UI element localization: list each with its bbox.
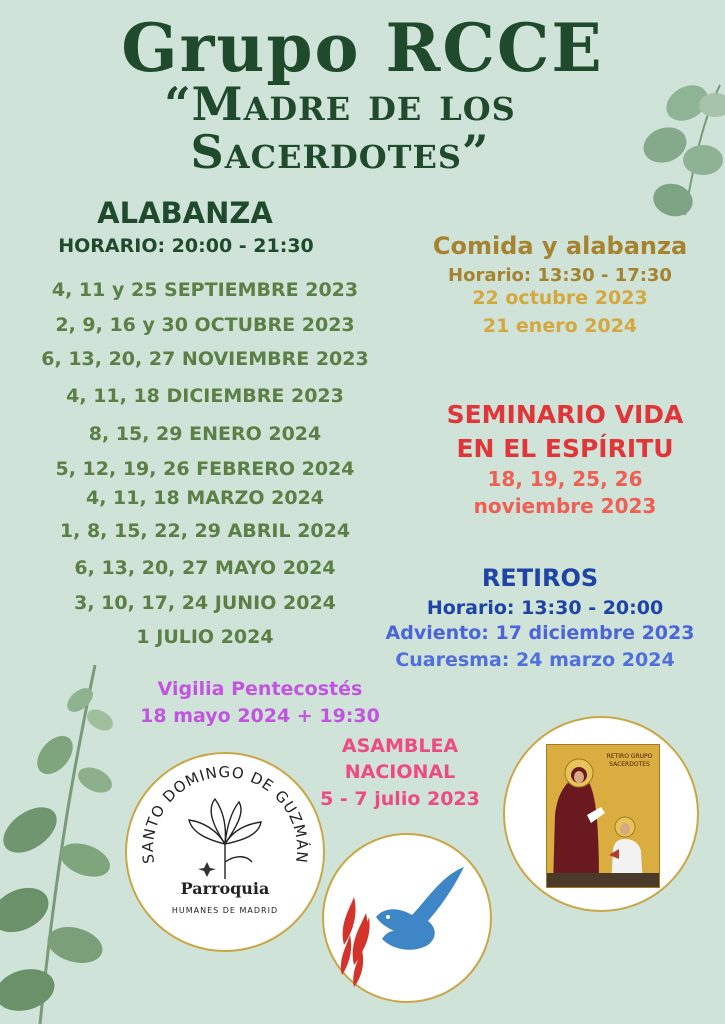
seminario-month: noviembre 2023 — [473, 494, 657, 518]
retiros-hours: Horario: 13:30 - 20:00 — [426, 597, 664, 619]
parish-logo-art — [127, 754, 323, 950]
page-subtitle-line-2: Sacerdotes” — [190, 125, 490, 179]
icon-image-frame — [503, 716, 699, 912]
vigilia-title: Vigilia Pentecostés — [157, 678, 363, 700]
parish-name: Parroquia — [180, 879, 270, 898]
alabanza-date: 2, 9, 16 y 30 OCTUBRE 2023 — [55, 314, 355, 336]
parish-place: HUMANES DE MADRID — [171, 906, 279, 915]
page-subtitle — [60, 77, 620, 179]
alabanza-date: 1 JULIO 2024 — [136, 626, 274, 648]
lily-flower-icon — [189, 799, 261, 879]
comida-date: 22 octubre 2023 — [472, 287, 648, 309]
alabanza-date: 6, 13, 20, 27 MAYO 2024 — [74, 557, 336, 579]
alabanza-date: 8, 15, 29 ENERO 2024 — [88, 423, 322, 445]
icon-caption-line-2: SACERDOTES — [609, 761, 650, 768]
comida-hours: Horario: 13:30 - 17:30 — [448, 265, 672, 286]
retiros-heading: RETIROS — [481, 564, 599, 592]
parish-logo — [125, 752, 325, 952]
asamblea-dates: 5 - 7 julio 2023 — [320, 788, 480, 810]
parish-arc-text: SANTO DOMINGO DE GUZMÁN — [138, 763, 312, 865]
comida-heading: Comida y alabanza — [432, 232, 688, 260]
seminario-heading — [420, 398, 710, 466]
seminario-dates: 18, 19, 25, 26 — [487, 467, 643, 491]
asamblea-line-1: ASAMBLEA — [341, 735, 459, 757]
seminario-heading-line-2: EN EL ESPÍRITU — [456, 434, 674, 463]
star-icon — [198, 862, 216, 877]
icon-painting — [546, 744, 660, 888]
retiros-adviento: Adviento: 17 diciembre 2023 — [385, 622, 695, 644]
icon-caption-line-1: RETIRO GRUPO — [606, 753, 653, 760]
alabanza-heading: ALABANZA — [97, 196, 273, 230]
alabanza-date: 6, 13, 20, 27 NOVIEMBRE 2023 — [41, 348, 369, 370]
eucalyptus-leaves-top-right-icon — [625, 75, 725, 225]
comida-date: 21 enero 2024 — [482, 315, 638, 337]
icon-caption — [602, 753, 657, 769]
alabanza-date: 5, 12, 19, 26 FEBRERO 2024 — [55, 458, 355, 480]
alabanza-hours: HORARIO: 20:00 - 21:30 — [58, 235, 314, 257]
vigilia-date: 18 mayo 2024 + 19:30 — [140, 705, 380, 727]
dove-flames-icon — [324, 835, 490, 1001]
alabanza-date: 1, 8, 15, 22, 29 ABRIL 2024 — [59, 520, 351, 542]
retiros-cuaresma: Cuaresma: 24 marzo 2024 — [395, 649, 675, 671]
dove-logo — [322, 833, 492, 1003]
alabanza-date: 4, 11, 18 MARZO 2024 — [85, 487, 325, 509]
seminario-heading-line-1: SEMINARIO VIDA — [446, 400, 684, 429]
alabanza-date: 4, 11, 18 DICIEMBRE 2023 — [66, 385, 344, 407]
asamblea-line-2: NACIONAL — [344, 761, 456, 783]
alabanza-date: 4, 11 y 25 SEPTIEMBRE 2023 — [51, 279, 359, 301]
page-title: Grupo RCCE — [121, 9, 604, 87]
page-subtitle-line-1: “Madre de los — [164, 77, 516, 131]
alabanza-date: 3, 10, 17, 24 JUNIO 2024 — [74, 592, 336, 614]
